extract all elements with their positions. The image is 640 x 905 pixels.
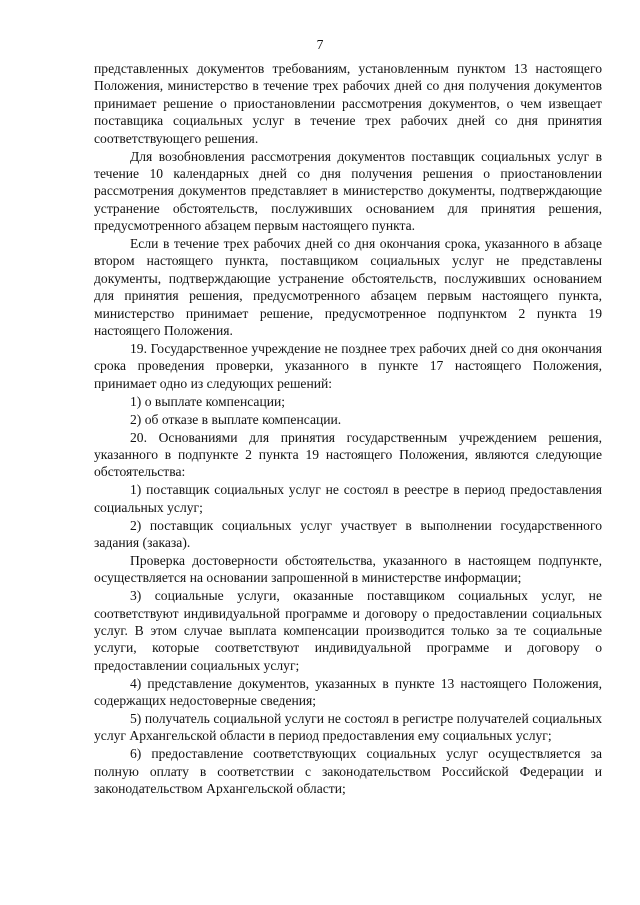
paragraph: Проверка достоверности обстоятельства, указанного в настоящем подпункте, осуществляется на основании запрошенной в министерстве информации;: [94, 552, 602, 586]
subitem: 3) социальные услуги, оказанные поставщиком социальных услуг, не соответствуют индивидуальной программе и договору о предоставлении социальных услуг. В этом случае выплата компенсации производится только за те социальные услуги, которые соответствуют индивидуальной программе и договору о предоставлении социальных услуг;: [94, 588, 602, 673]
subitem: 2) поставщик социальных услуг участвует в выполнении государственного задания (заказа).: [94, 517, 602, 550]
paragraph-item-19: 19. Государственное учреждение не позднее трех рабочих дней со дня окончания срока проведения проверки, указанного в пункте 17 настоящего Положения, принимает одно из следующих решений:: [94, 341, 602, 391]
subitem: 5) получатель социальной услуги не состоял в регистре получателей социальных услуг Архангельской области в период предоставления ему социальных услуг;: [94, 711, 602, 744]
page-number: 7: [316, 37, 324, 52]
paragraph-continuation: представленных документов требованиям, установленным пунктом 13 настоящего Положения, министерство в течение трех рабочих дней со дня получения документов принимает решение о приостановлении рассмотрения документов, о чем извещает поставщика социальных услуг в течение трех рабочих дней со дня принятия соответствующего решения.: [94, 61, 602, 146]
subitem: 2) об отказе в выплате компенсации.: [130, 411, 342, 427]
subitem: 6) предоставление соответствующих социальных услуг осуществляется за полную оплату в соответствии с законодательством Российской Федерации и законодательством Архангельской области;: [94, 746, 602, 797]
paragraph-item-20: 20. Основаниями для принятия государственным учреждением решения, указанного в подпункте 2 пункта 19 настоящего Положения, являются следующие обстоятельства:: [94, 429, 602, 480]
paragraph: Если в течение трех рабочих дней со дня окончания срока, указанного в абзаце втором настоящего пункта, поставщиком социальных услуг не представлены документы, подтверждающие устранение обстоятельств, послуживших основанием для принятия решения, предусмотренного абзацем первым настоящего пункта, министерство принимает решение, предусмотренное подпунктом 2 пункта 19 настоящего Положения.: [94, 236, 602, 339]
document-body: [94, 60, 602, 798]
subitem: 1) поставщик социальных услуг не состоял в реестре в период предоставления социальных услуг;: [94, 482, 602, 515]
subitem: 1) о выплате компенсации;: [130, 393, 286, 409]
paragraph: Для возобновления рассмотрения документов поставщик социальных услуг в течение 10 календарных дней со дня получения решения о приостановлении рассмотрения документов представляет в министерство документы, подтверждающие устранение обстоятельств, послуживших основанием для принятия решения, предусмотренного абзацем первым настоящего пункта.: [94, 148, 602, 234]
subitem: 4) представление документов, указанных в пункте 13 настоящего Положения, содержащих недостоверные сведения;: [94, 675, 602, 709]
